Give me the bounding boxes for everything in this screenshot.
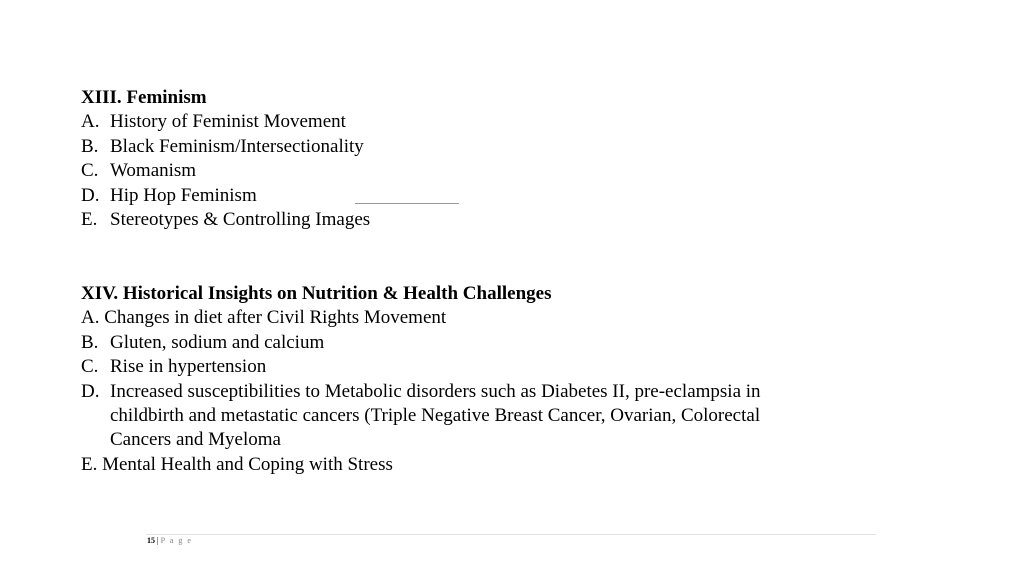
list-item-text: A. Changes in diet after Civil Rights Movement [81, 307, 447, 329]
list-item-label: C. [81, 160, 99, 182]
list-item-text: Womanism [110, 160, 197, 182]
list-item-text: History of Feminist Movement [110, 111, 346, 133]
section-xiii [81, 86, 370, 232]
section-xiv [81, 282, 761, 477]
list-item-text: Stereotypes & Controlling Images [110, 209, 371, 231]
list-item [81, 208, 370, 232]
list-item [81, 135, 370, 159]
list-item-label: D. [81, 184, 100, 206]
list-item-text: Hip Hop Feminism [110, 184, 257, 206]
section-heading-xiii: XIII. Feminism [81, 87, 207, 108]
list-item [81, 453, 761, 477]
list-item-label: A. [81, 111, 100, 133]
page-footer [147, 536, 192, 546]
list-item-label: E. [81, 209, 98, 231]
page-number: 15 [147, 536, 155, 545]
list-item [81, 355, 761, 379]
footer-divider [146, 534, 876, 535]
list-item-text: E. Mental Health and Coping with Stress [81, 453, 393, 475]
list-item-text: Black Feminism/Intersectionality [110, 135, 364, 157]
list-item [81, 159, 370, 183]
list-item-label: B. [81, 331, 99, 353]
page-word: P a g e [160, 536, 193, 545]
list-item-continuation: childbirth and metastatic cancers (Triple Negative Breast Cancer, Ovarian, Colorectal [110, 405, 761, 427]
list-item-label: D. [81, 380, 100, 402]
list-item [81, 306, 761, 330]
list-item [81, 331, 761, 355]
list-item-text: Rise in hypertension [110, 356, 267, 378]
list-item [81, 380, 761, 404]
blank-line-divider [355, 203, 459, 204]
list-item-label: B. [81, 135, 99, 157]
list-item [81, 110, 370, 134]
footer-separator: | [155, 536, 161, 545]
list-item-text: Gluten, sodium and calcium [110, 331, 325, 353]
list-item-text: Increased susceptibilities to Metabolic disorders such as Diabetes II, pre-eclampsia in [110, 380, 761, 402]
list-item-continuation: Cancers and Myeloma [110, 429, 281, 451]
list-item-label: C. [81, 356, 99, 378]
list-item [81, 184, 370, 208]
section-heading-xiv: XIV. Historical Insights on Nutrition & Health Challenges [81, 283, 552, 304]
